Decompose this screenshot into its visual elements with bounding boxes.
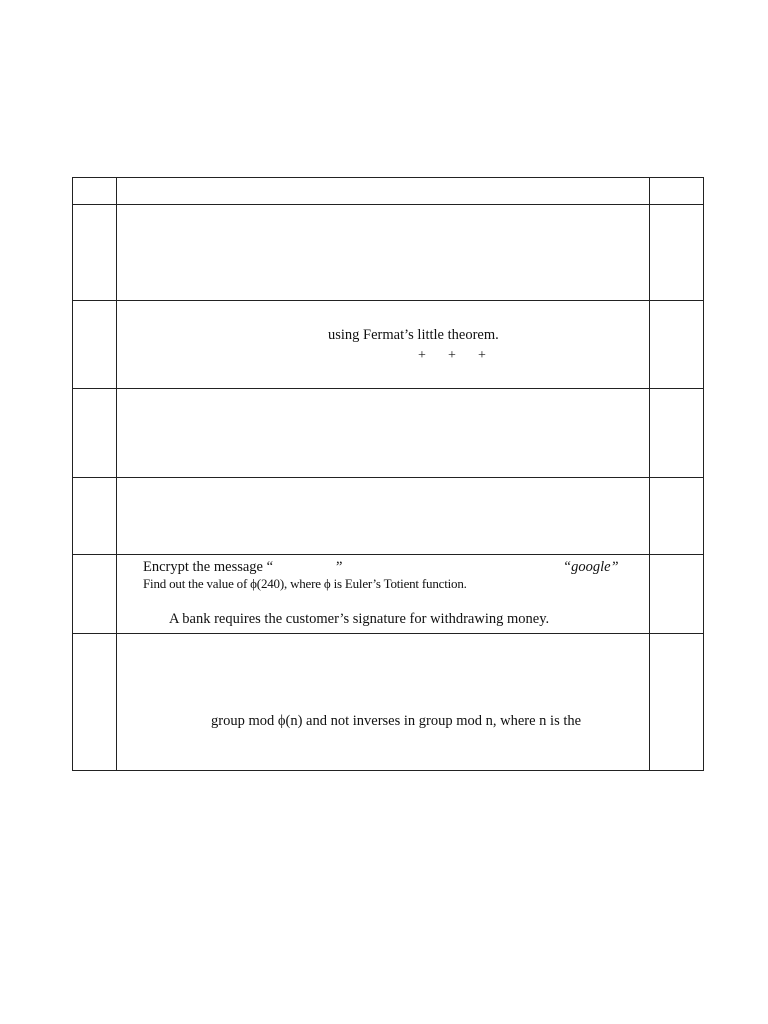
group-mod-text: group mod ϕ(n) and not inverses in group mod n, where n is the [211,713,582,729]
row-divider [73,477,703,478]
row-divider [73,388,703,389]
row-divider [73,633,703,634]
plus-symbol: + [478,348,486,363]
row-divider [73,554,703,555]
plus-symbol: + [448,348,456,363]
encrypt-close-quote: ” [336,559,343,575]
plus-symbol: + [418,348,426,363]
totient-question-text: Find out the value of ϕ(240), where ϕ is Euler’s Totient function. [143,576,467,591]
bank-signature-text: A bank requires the customer’s signature for withdrawing money. [169,611,550,627]
column-divider-marks [649,178,650,770]
encrypt-word-google: “google” [563,559,619,575]
row-divider [73,204,703,205]
fermat-question-text: using Fermat’s little theorem. [328,327,499,343]
column-divider-number [116,178,117,770]
question-table [72,177,704,771]
encrypt-message-text: Encrypt the message “ [143,559,274,575]
row-divider [73,300,703,301]
